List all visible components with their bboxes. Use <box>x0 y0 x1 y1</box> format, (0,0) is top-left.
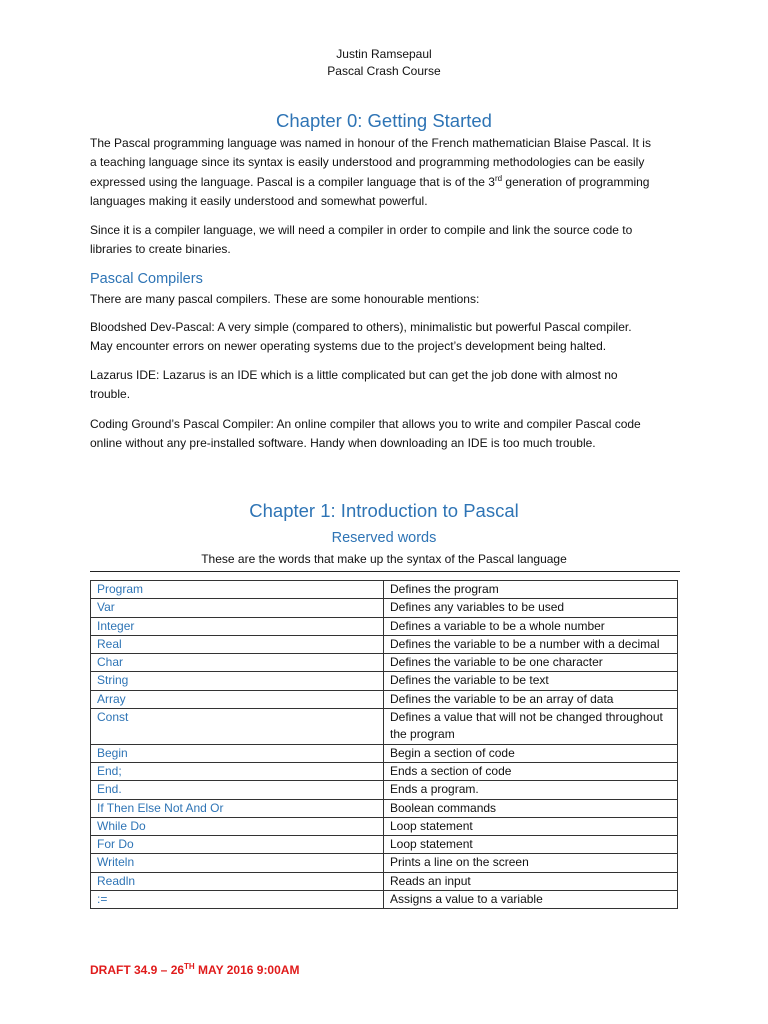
devpascal-line: May encounter errors on newer operating systems due to the project’s development being halted. <box>90 339 607 354</box>
keyword-description: Defines the variable to be text <box>384 672 678 690</box>
intro-line: languages making it easily understood and somewhat powerful. <box>90 193 428 208</box>
reserved-keyword: Const <box>91 709 384 745</box>
keyword-description: Ends a program. <box>384 781 678 799</box>
footer-prefix: DRAFT 34.9 – 26 <box>90 963 185 977</box>
reserved-keyword: Program <box>91 581 384 599</box>
reserved-keyword: For Do <box>91 836 384 854</box>
keyword-description: Defines a variable to be a whole number <box>384 617 678 635</box>
keyword-description: Defines the variable to be an array of data <box>384 690 678 708</box>
reserved-words-table <box>90 580 678 909</box>
keyword-description: Defines the variable to be one character <box>384 654 678 672</box>
compiler-paragraph <box>90 221 690 260</box>
reserved-words-caption: These are the words that make up the syntax of the Pascal language <box>201 552 567 566</box>
table-row <box>91 854 678 872</box>
table-row <box>91 617 678 635</box>
table-row <box>91 744 678 762</box>
keyword-description: Defines the variable to be a number with a decimal <box>384 635 678 653</box>
compilers-intro: There are many pascal compilers. These are some honourable mentions: <box>90 292 480 306</box>
devpascal-paragraph <box>90 318 690 357</box>
reserved-keyword: Integer <box>91 617 384 635</box>
table-row <box>91 817 678 835</box>
intro-line: The Pascal programming language was named in honour of the French mathematician Blaise Pascal. It is <box>90 136 651 150</box>
table-row <box>91 690 678 708</box>
keyword-description: Defines a value that will not be changed throughout the program <box>384 709 678 745</box>
keyword-description: Loop statement <box>384 836 678 854</box>
reserved-keyword: Char <box>91 654 384 672</box>
keyword-description: Begin a section of code <box>384 744 678 762</box>
lazarus-paragraph <box>90 366 690 405</box>
intro-line-part: generation of programming <box>502 174 650 189</box>
caption-divider <box>90 571 680 572</box>
keyword-description: Boolean commands <box>384 799 678 817</box>
reserved-keyword: String <box>91 672 384 690</box>
reserved-keyword: Array <box>91 690 384 708</box>
table-row <box>91 781 678 799</box>
lazarus-line: trouble. <box>90 387 131 402</box>
keyword-description: Defines the program <box>384 581 678 599</box>
keyword-description: Prints a line on the screen <box>384 854 678 872</box>
reserved-keyword: If Then Else Not And Or <box>91 799 384 817</box>
superscript-rd: rd <box>494 173 503 183</box>
pascal-compilers-heading: Pascal Compilers <box>90 271 203 287</box>
footer-superscript: TH <box>184 962 195 971</box>
keyword-description: Defines any variables to be used <box>384 599 678 617</box>
reserved-keyword: While Do <box>91 817 384 835</box>
reserved-keyword: Readln <box>91 872 384 890</box>
author-name: Justin Ramsepaul <box>336 47 432 61</box>
chapter-0-title: Chapter 0: Getting Started <box>276 110 492 131</box>
intro-line <box>90 173 690 192</box>
lazarus-line: Lazarus IDE: Lazarus is an IDE which is a little complicated but can get the job done with almost no <box>90 368 618 382</box>
intro-line: a teaching language since its syntax is easily understood and programming methodologies can be easily <box>90 155 645 170</box>
codingground-line: Coding Ground’s Pascal Compiler: An online compiler that allows you to write and compiler Pascal code <box>90 417 641 431</box>
devpascal-line: Bloodshed Dev-Pascal: A very simple (compared to others), minimalistic but powerful Pascal compiler. <box>90 320 632 334</box>
table-row <box>91 581 678 599</box>
reserved-keyword: Var <box>91 599 384 617</box>
reserved-keyword: Begin <box>91 744 384 762</box>
keyword-description: Assigns a value to a variable <box>384 891 678 909</box>
table-row <box>91 872 678 890</box>
codingground-line: online without any pre-installed software. Handy when downloading an IDE is too much trouble. <box>90 436 596 451</box>
table-row <box>91 709 678 745</box>
reserved-keyword: := <box>91 891 384 909</box>
codingground-paragraph <box>90 415 690 454</box>
table-row <box>91 654 678 672</box>
reserved-keyword: End; <box>91 762 384 780</box>
table-row <box>91 599 678 617</box>
draft-footer <box>90 962 299 978</box>
table-row <box>91 891 678 909</box>
table-row <box>91 799 678 817</box>
compiler-line: Since it is a compiler language, we will need a compiler in order to compile and link the source code to <box>90 223 633 237</box>
footer-suffix: MAY 2016 9:00AM <box>194 963 300 977</box>
keyword-description: Loop statement <box>384 817 678 835</box>
reserved-words-heading: Reserved words <box>331 530 437 546</box>
reserved-words-table-body <box>91 581 678 909</box>
keyword-description: Reads an input <box>384 872 678 890</box>
intro-line-part: expressed using the language. Pascal is a compiler language that is of the 3 <box>90 174 495 189</box>
reserved-keyword: Real <box>91 635 384 653</box>
table-row <box>91 672 678 690</box>
chapter-1-title: Chapter 1: Introduction to Pascal <box>249 500 519 521</box>
table-row <box>91 635 678 653</box>
course-name: Pascal Crash Course <box>327 64 441 78</box>
reserved-keyword: End. <box>91 781 384 799</box>
keyword-description: Ends a section of code <box>384 762 678 780</box>
compiler-line: libraries to create binaries. <box>90 242 231 257</box>
reserved-keyword: Writeln <box>91 854 384 872</box>
intro-paragraph <box>90 134 690 211</box>
table-row <box>91 762 678 780</box>
table-row <box>91 836 678 854</box>
